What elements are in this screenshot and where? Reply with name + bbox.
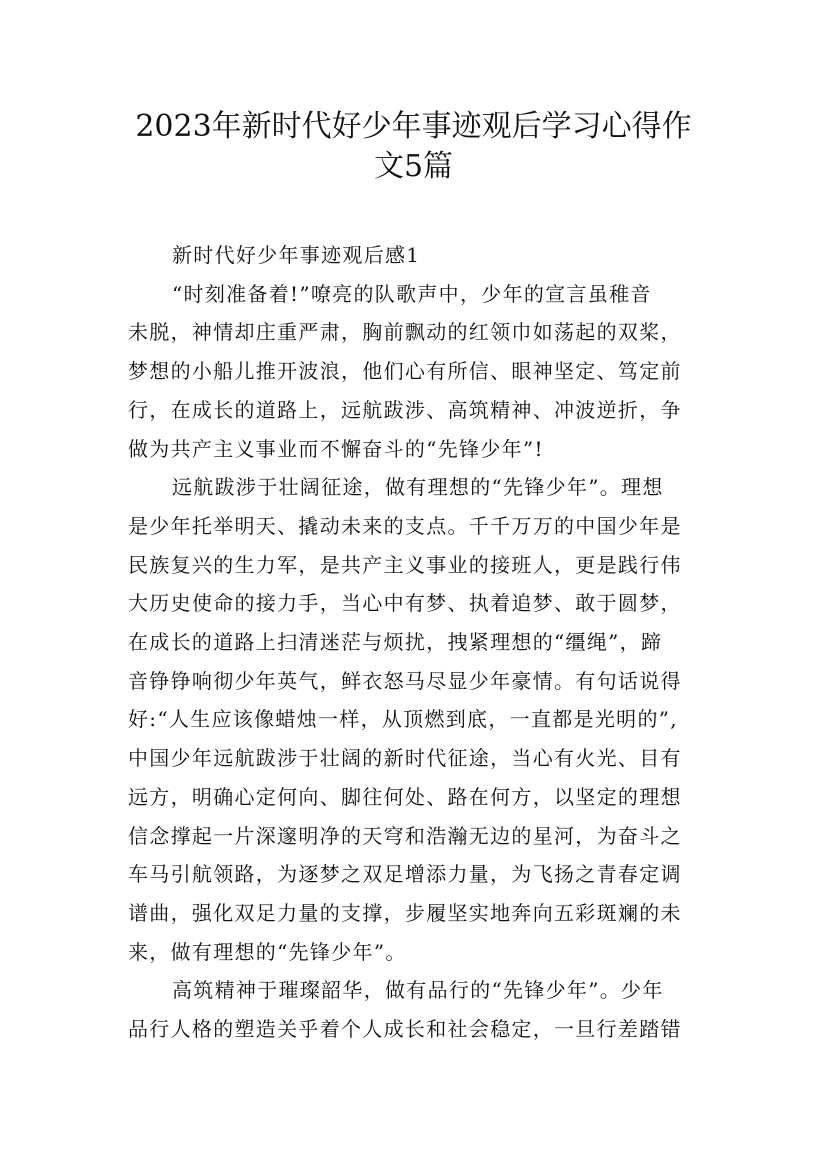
paragraph-line: 好:“人生应该像蜡烛一样，从顶燃到底，一直都是光明的”, [128,707,678,732]
paragraph-line: 来，做有理想的“先锋少年”。 [128,939,407,964]
section-heading: 新时代好少年事迹观后感1 [172,243,421,267]
paragraph-line: “时刻准备着!”嘹亮的队歌声中，少年的宣言虽稚音 [172,281,652,306]
document-title-line-1: 2023年新时代好少年事迹观后学习心得作 [135,109,692,144]
document-title-line-2: 文5篇 [373,149,454,184]
paragraph-line: 高筑精神于璀璨韶华，做有品行的“先锋少年”。少年 [172,978,664,1003]
paragraph-line: 在成长的道路上扫清迷茫与烦扰，拽紧理想的“缰绳”，蹄 [128,630,663,655]
paragraph-line: 音铮铮响彻少年英气，鲜衣怒马尽显少年豪情。有句话说得 [128,668,682,693]
paragraph-line: 大历史使命的接力手，当心中有梦、执着追梦、敢于圆梦， [128,591,682,616]
paragraph-line: 远航跋涉于壮阔征途，做有理想的“先锋少年”。理想 [172,475,664,500]
paragraph-line: 车马引航领路，为逐梦之双足增添力量，为飞扬之青春定调 [128,862,682,887]
paragraph-line: 谱曲，强化双足力量的支撑，步履坚实地奔向五彩斑斓的未 [128,900,682,925]
paragraph-line: 未脱，神情却庄重严肃，胸前飘动的红领巾如荡起的双桨， [128,320,682,345]
paragraph-line: 做为共产主义事业而不懈奋斗的“先锋少年”! [128,436,544,461]
paragraph-line: 信念撑起一片深邃明净的天穹和浩瀚无边的星河，为奋斗之 [128,823,682,848]
paragraph-line: 远方，明确心定何向、脚往何处、路在何方，以坚定的理想 [128,784,682,809]
document-body [128,236,700,1049]
paragraph-line: 中国少年远航跋涉于壮阔的新时代征途，当心有火光、目有 [128,746,682,771]
paragraph-line: 行，在成长的道路上，远航跋涉、高筑精神、冲波逆折，争 [128,397,682,422]
paragraph-line: 民族复兴的生力军，是共产主义事业的接班人，更是践行伟 [128,552,682,577]
paragraph-line: 品行人格的塑造关乎着个人成长和社会稳定，一旦行差踏错 [128,1017,682,1042]
paragraph-line: 梦想的小船儿推开波浪，他们心有所信、眼神坚定、笃定前 [128,359,682,384]
paragraph-line: 是少年托举明天、撬动未来的支点。千千万万的中国少年是 [128,513,682,538]
